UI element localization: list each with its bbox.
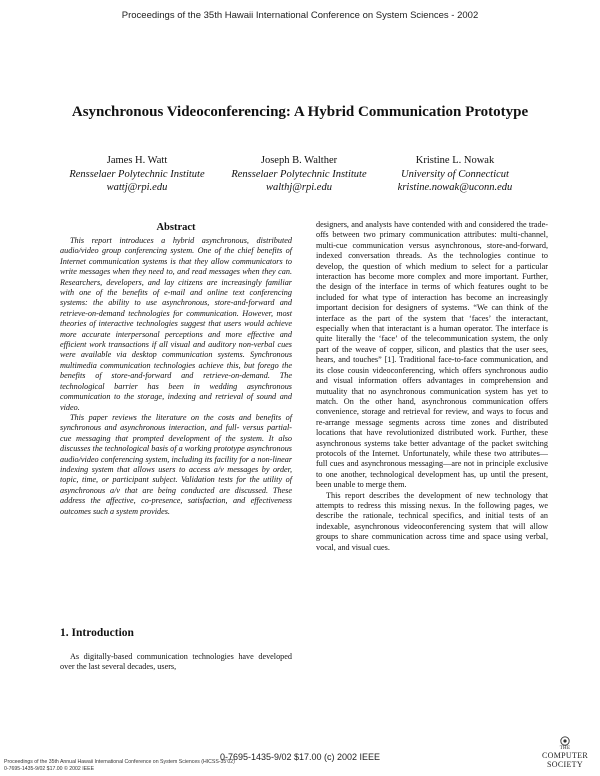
author-name: James H. Watt — [106, 155, 168, 166]
author-affiliation: University of Connecticut — [401, 168, 509, 180]
abstract-heading: Abstract — [156, 222, 196, 233]
author-affiliation: Rensselaer Polytechnic Institute — [231, 168, 367, 180]
footer-proceedings-line: Proceedings of the 35th Annual Hawaii International Conference on System Sciences (HICSS-35'02) — [4, 759, 235, 765]
body-paragraph: designers, and analysts have contended with and considered the trade-offs between two primary communication attributes: multi-channel, multi-cue communication versus asynchronous, store-and-forward, indexed conversation threads. As the technologies continue to develop, the question of which medium to select for a particular interaction has become more complex and more important. Further, the design of the interface in terms of which features ought to be included for what type of interaction has become an increasingly important decision for designers of systems. “We can think of the interface as the part of the system that ‘faces’ the interactant, especially when that interactant is a human operator. The interface is quite literally the ‘face’ of the telecommunication system, the only part of the weave of copper, silicon, and plastics that the user sees, hears, and touches” [1]. Traditional face-to-face communication, and its close cousin videoconferencing, which offers synchronous audio and visual information offers advantages in comprehension and mutuality that no asynchronous communication system has yet to match. On the other hand, asynchronous communication offers convenience, storage and retrieval for review, and ways to focus and re-arrange message segments across time zones and distributed locations that have revolutionized distributed work. Further, these asynchronous systems take better advantage of the packet switching protocols of the Internet. Unfortunately, while these two attributes—full cues and asynchronous messaging—are not in principle exclusive to one another, technological development has, up until the present, been unable to merge them. — [316, 220, 548, 490]
logo-computer: COMPUTER — [542, 751, 588, 760]
footer-isbn-line: 0-7695-1435-9/02 $17.00 © 2002 IEEE — [4, 766, 95, 772]
logo-the: THE — [559, 746, 571, 751]
computer-society-logo — [534, 736, 596, 769]
running-head: Proceedings of the 35th Hawaii International Conference on System Sciences - 2002 — [121, 10, 479, 21]
right-column-body — [316, 220, 548, 553]
author-email: kristine.nowak@uconn.edu — [397, 182, 513, 193]
paper-title: Asynchronous Videoconferencing: A Hybrid Communication Prototype — [71, 104, 529, 120]
introduction-body — [60, 652, 292, 673]
author-email: walthj@rpi.edu — [266, 182, 332, 193]
author-block-2 — [214, 154, 384, 195]
body-paragraph: As digitally-based communication technologies have developed over the last several decades, users, — [60, 652, 292, 672]
abstract-paragraph: This report introduces a hybrid asynchronous, distributed audio/video group conferencing system. One of the chief benefits of Internet communication systems is that they allow communicators to write messages when they need to, and read messages when they can. Researchers, developers, and lay citizens are increasingly familiar with one of the benefits of e-mail and online text conferencing systems: the ability to use asynchronous, store-and-forward and retrieve-on-demand technologies for communication. However, most theories of interactive technologies suggest that users would achieve more accurate interpersonal perceptions and more effective and efficient work transactions if all visual and auditory non-verbal cues were available via desktop communication systems. Synchronous multimedia communication technologies achieve this, but forego the benefits of store-and-forward and retrieve-on-demand. The technological barrier has been in wedding asynchronous communication to the storage, indexing and retrieval of sound and video. — [60, 236, 292, 412]
author-name: Kristine L. Nowak — [415, 155, 495, 166]
author-block-1 — [52, 154, 222, 195]
logo-wordmark — [534, 746, 596, 769]
ieee-emblem-icon — [559, 736, 571, 746]
body-paragraph: This report describes the development of new technology that attempts to redress this missing nexus. In the following pages, we describe the rationale, technical specifics, and initial tests of an indexable, asynchronous videoconferencing system that will allow groups to share communication across time and space using verbal, vocal, and visual cues. — [316, 490, 548, 552]
section-heading-introduction: 1. Introduction — [60, 627, 134, 639]
footer-copyright: 0-7695-1435-9/02 $17.00 (c) 2002 IEEE — [219, 752, 381, 762]
author-affiliation: Rensselaer Polytechnic Institute — [69, 168, 205, 180]
abstract-body — [60, 236, 292, 517]
author-email: wattj@rpi.edu — [106, 182, 168, 193]
abstract-paragraph: This paper reviews the literature on the costs and benefits of synchronous and asynchronous interaction, and full- versus partial-cue messaging that prompted development of the system. It also discusses the technological basis of a working prototype asynchronous audio/video conferencing system, including its facility for a non-linear indexing system that allows users to access a/v messages by order, topic, time, or participant subject. Validation tests for the utility of asynchronous a/v that are being conducted are discussed. These address the affective, co-presence, satisfaction, and effectiveness outcomes such a system provides. — [60, 412, 292, 516]
author-block-3 — [370, 154, 540, 195]
logo-society: SOCIETY — [547, 759, 583, 769]
author-name: Joseph B. Walther — [260, 155, 338, 166]
